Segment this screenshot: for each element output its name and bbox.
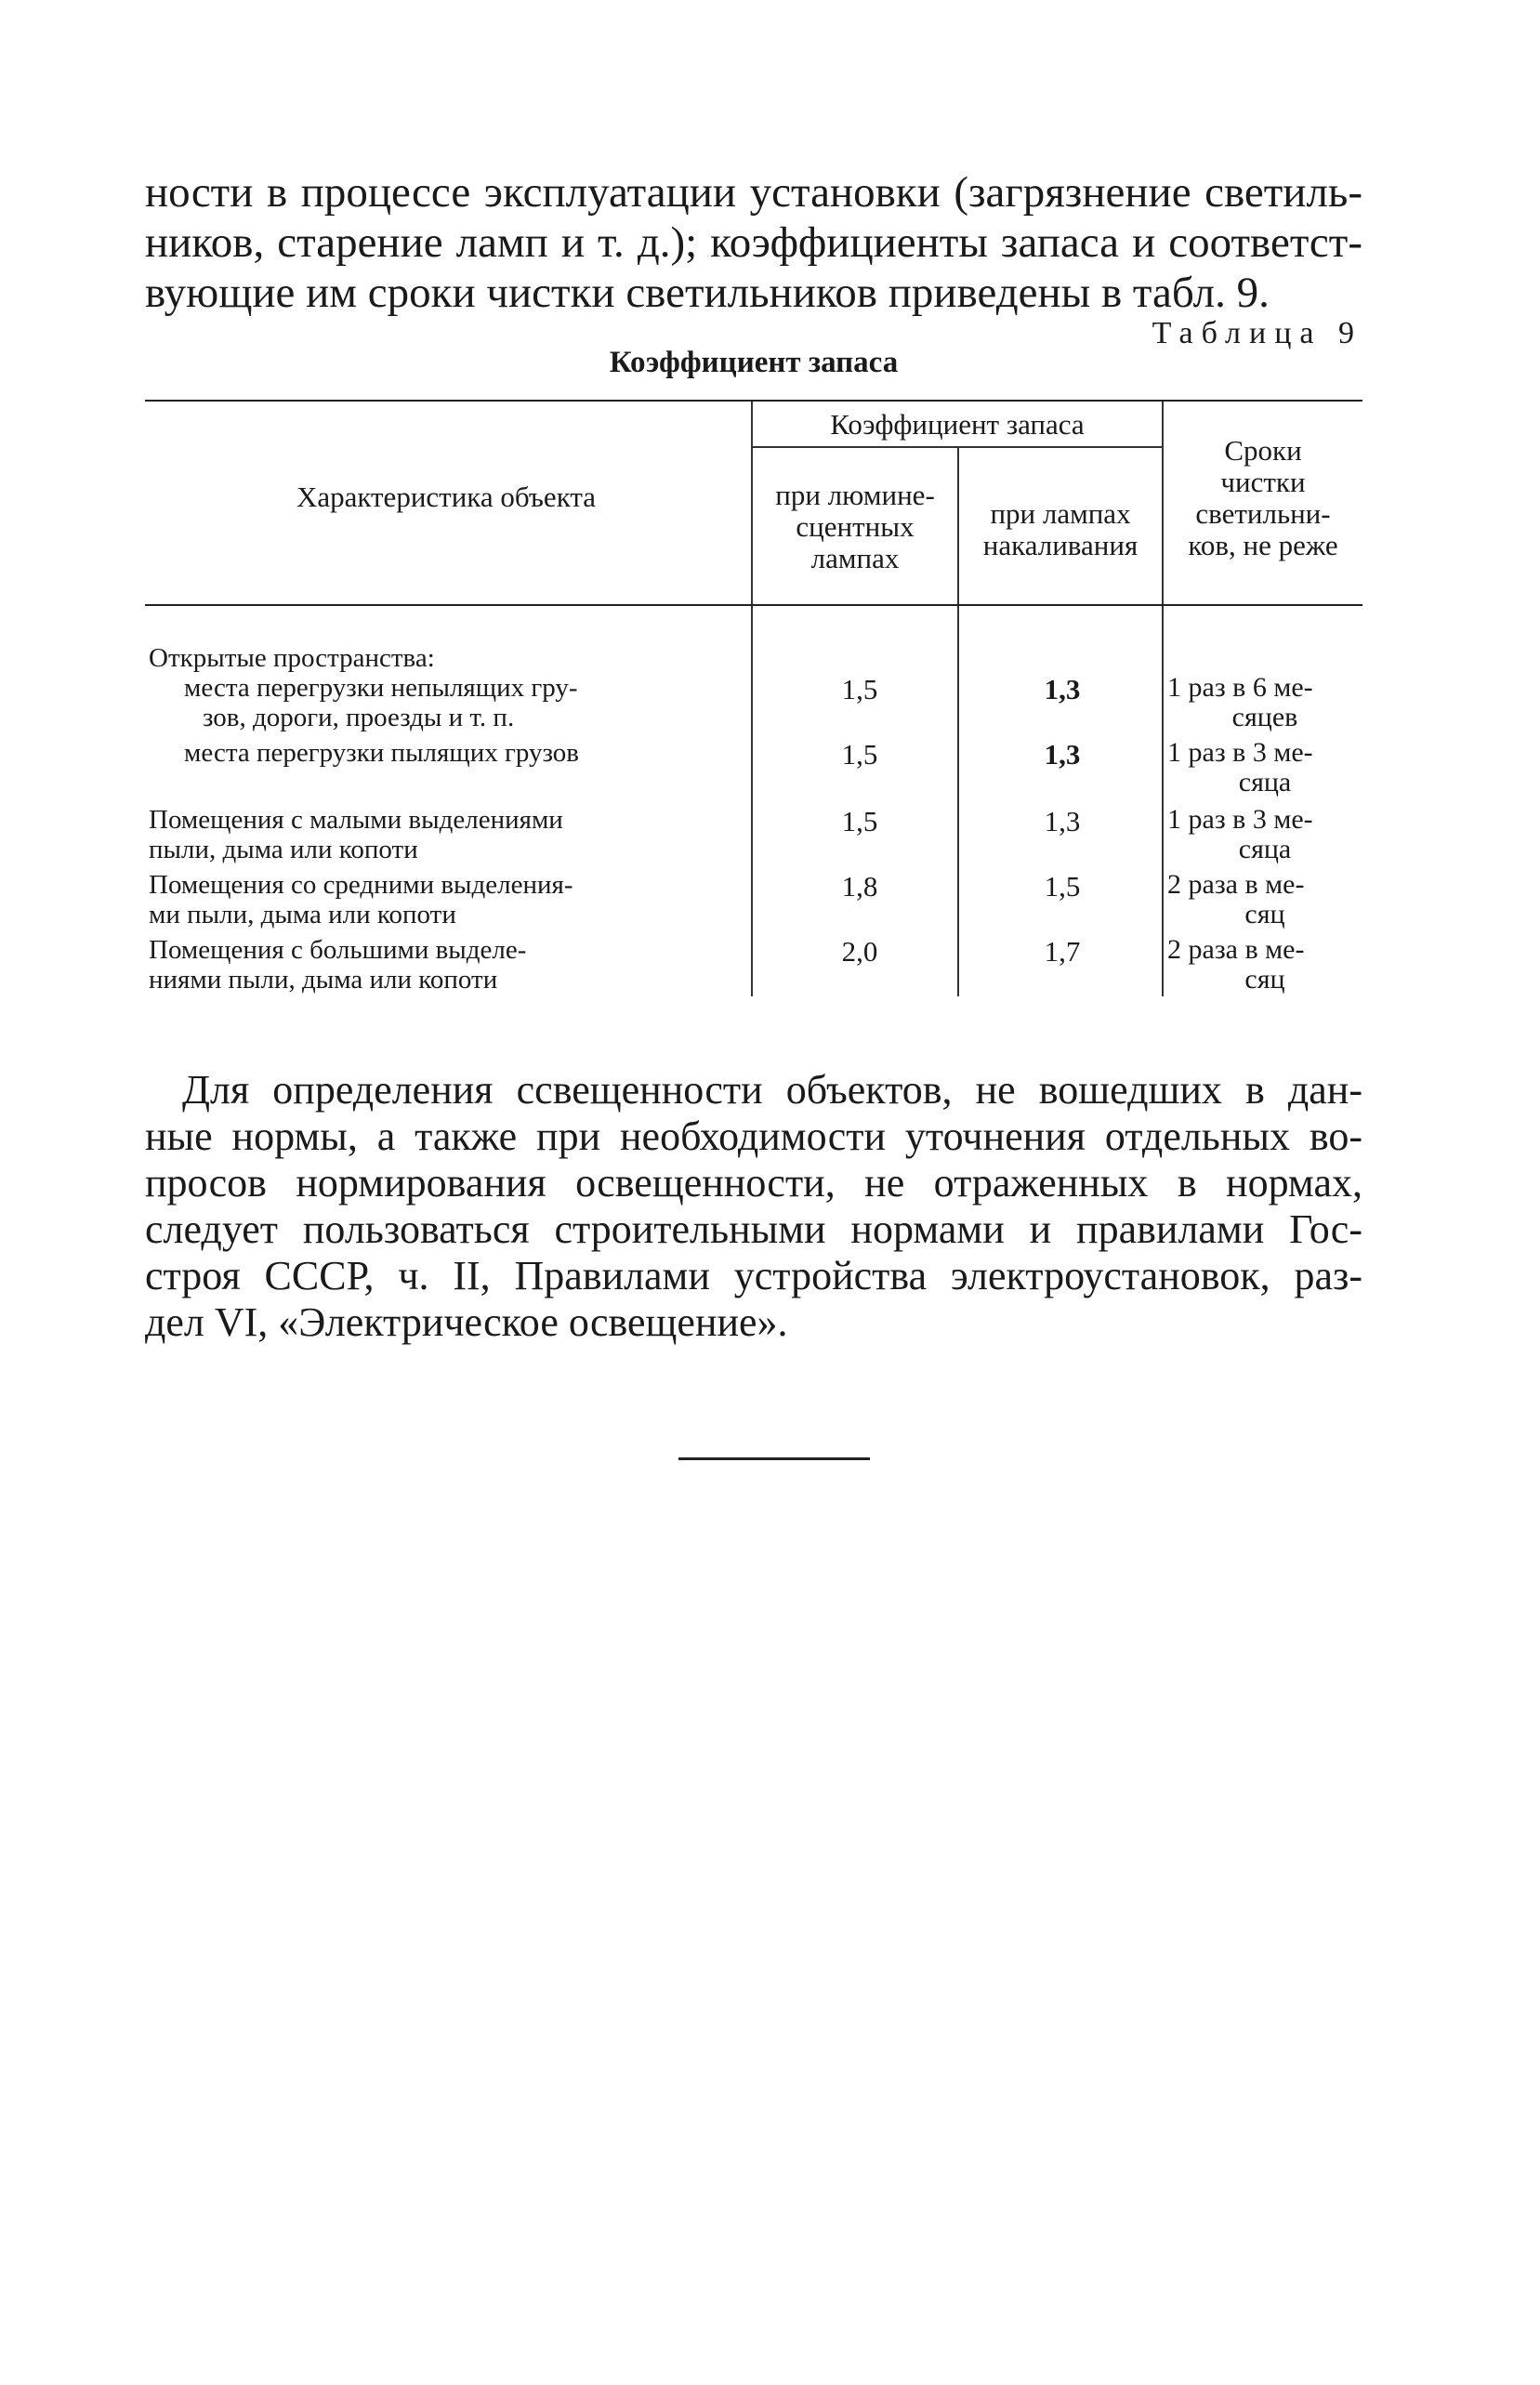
outro-line: просов нормирования освещенности, не отраженных в нормах, xyxy=(145,1160,1362,1206)
header-object: Характеристика объекта xyxy=(296,481,597,513)
table-row-group-heading xyxy=(149,643,744,673)
fluorescent-value: 1,5 xyxy=(841,805,878,837)
table-top-rule xyxy=(145,400,1362,402)
incandescent-value: 1,3 xyxy=(1044,673,1081,705)
header-line: Сроки xyxy=(1224,434,1302,467)
intro-line: ников, старение ламп и т. д.); коэффициенты запаса и соответст- xyxy=(145,218,1362,267)
intro-line: вующие им сроки чистки светильников приведены в табл. 9. xyxy=(145,269,1270,317)
fluorescent-value: 1,8 xyxy=(841,870,878,903)
intro-paragraph xyxy=(145,167,1362,318)
header-line: чистки xyxy=(1220,466,1306,498)
table-row-object xyxy=(149,935,744,995)
table-header-rule xyxy=(145,604,1362,606)
cleaning-value xyxy=(1167,935,1362,995)
table-row-object xyxy=(149,805,744,864)
body-divider-1 xyxy=(751,606,753,996)
fluorescent-value: 1,5 xyxy=(841,738,878,771)
header-cleaning xyxy=(1164,435,1362,561)
header-line: лампах xyxy=(810,542,900,574)
object-line: места перегрузки пылящих грузов xyxy=(184,738,579,768)
cleaning-line: сяцев xyxy=(1231,702,1298,732)
cleaning-line: 2 раза в ме- xyxy=(1167,934,1305,965)
table-row-object xyxy=(149,738,751,768)
header-incandescent xyxy=(959,498,1162,561)
header-line: сцентных xyxy=(796,510,915,543)
cleaning-line: 1 раз в 6 ме- xyxy=(1167,672,1313,703)
object-line: ниями пыли, дыма или копоти xyxy=(149,965,498,995)
outro-line: следует пользоваться строительными нормами и правилами Гос- xyxy=(145,1206,1362,1252)
header-coef-group: Коэффициент запаса xyxy=(830,408,1085,441)
object-line: зов, дороги, проезды и т. п. xyxy=(203,703,515,732)
body-divider-3 xyxy=(1162,606,1164,996)
cleaning-line: сяц xyxy=(1244,964,1285,995)
fluorescent-value: 2,0 xyxy=(841,935,878,968)
cleaning-value xyxy=(1167,870,1362,929)
header-line: при лампах xyxy=(990,497,1131,530)
header-fluorescent xyxy=(753,480,957,574)
object-line: места перегрузки непылящих гру- xyxy=(184,673,578,703)
outro-line: ные нормы, а также при необходимости уточнения отдельных во- xyxy=(145,1113,1362,1159)
incandescent-value: 1,3 xyxy=(1044,738,1081,771)
header-line: накаливания xyxy=(982,529,1139,561)
object-line: Помещения со средними выделения- xyxy=(149,870,573,900)
cleaning-line: 1 раз в 3 ме- xyxy=(1167,804,1313,835)
fluorescent-value: 1,5 xyxy=(841,673,878,705)
header-line: светильни- xyxy=(1195,497,1331,530)
cleaning-line: сяца xyxy=(1238,834,1292,864)
cleaning-value xyxy=(1167,805,1362,864)
outro-line: строя СССР, ч. II, Правилами устройства электроустановок, раз- xyxy=(145,1253,1362,1298)
body-divider-2 xyxy=(957,606,959,996)
table-row-object xyxy=(149,870,744,929)
cleaning-line: 1 раз в 3 ме- xyxy=(1167,737,1313,768)
incandescent-value: 1,7 xyxy=(1044,935,1081,968)
intro-line: ности в процессе эксплуатации установки (загрязнение светиль- xyxy=(145,168,1362,217)
object-line: Помещения с большими выделе- xyxy=(149,935,527,965)
object-line: Помещения с малыми выделениями xyxy=(149,805,563,835)
table-row-object xyxy=(149,673,751,732)
cleaning-line: сяц xyxy=(1244,899,1285,929)
cleaning-line: 2 раза в ме- xyxy=(1167,869,1305,900)
cleaning-line: сяца xyxy=(1238,767,1292,797)
object-line: пыли, дыма или копоти xyxy=(149,835,418,864)
section-end-rule xyxy=(678,1457,870,1460)
object-line: ми пыли, дыма или копоти xyxy=(149,900,456,929)
outro-line: Для определения ссвещенности объектов, не вошедших в дан- xyxy=(182,1067,1362,1113)
header-line: при люмине- xyxy=(775,479,935,511)
table-number: Таблица 9 xyxy=(1152,316,1362,350)
header-line: ков, не реже xyxy=(1188,529,1338,561)
table-caption: Коэффициент запаса xyxy=(609,346,899,379)
outro-line: дел VI, «Электрическое освещение». xyxy=(145,1299,788,1345)
cleaning-value xyxy=(1167,673,1362,732)
incandescent-value: 1,3 xyxy=(1044,805,1081,837)
incandescent-value: 1,5 xyxy=(1044,870,1081,903)
coef-group-rule xyxy=(751,446,1162,448)
object-line: Открытые пространства: xyxy=(149,643,435,673)
cleaning-value xyxy=(1167,738,1362,797)
